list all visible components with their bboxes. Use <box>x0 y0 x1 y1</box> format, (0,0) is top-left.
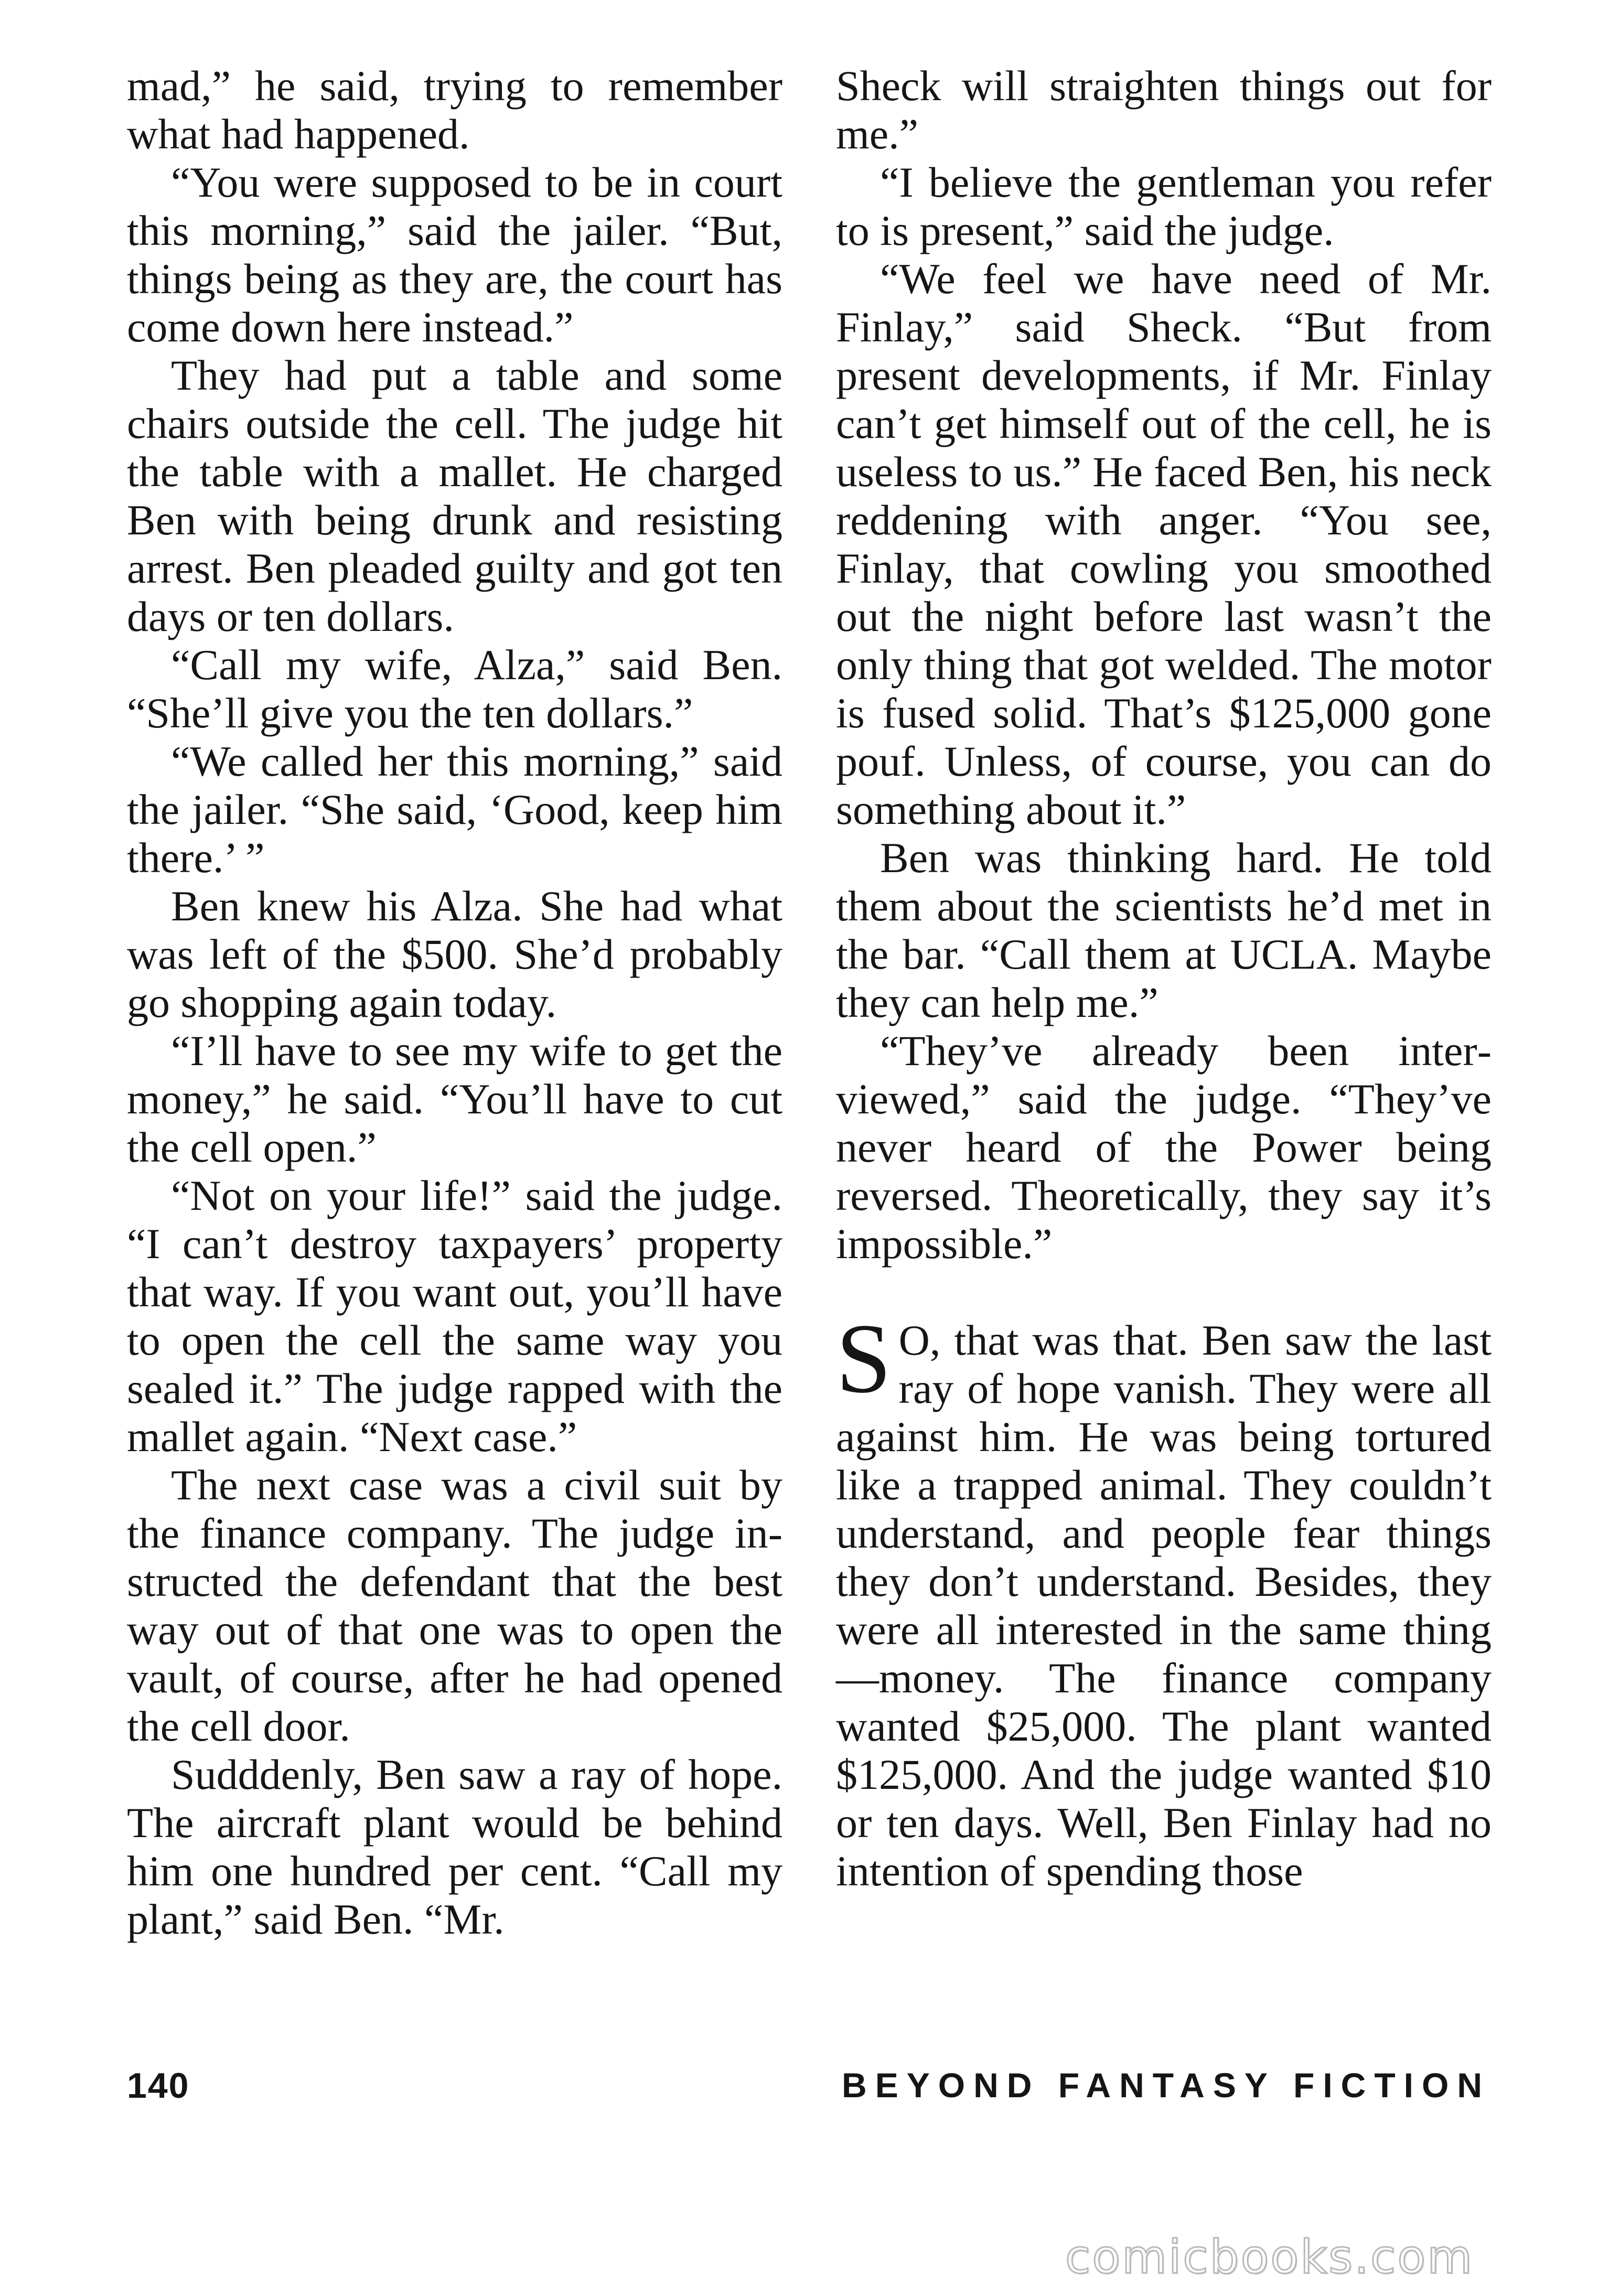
paragraph: mad,” he said, trying to remember what had happened. <box>127 62 782 158</box>
paragraph: “I’ll have to see my wife to get the money,” he said. “You’ll have to cut the cell open.” <box>127 1027 782 1171</box>
running-title: BEYOND FANTASY FICTION <box>842 2066 1490 2105</box>
page-number: 140 <box>127 2066 190 2106</box>
paragraph: “We called her this morning,” said the jailer. “She said, ‘Good, keep him there.’ ” <box>127 737 782 882</box>
paragraph: They had put a table and some chairs outside the cell. The judge hit the table with a mallet. He charged Ben with being drunk and resisting arrest. Ben pleaded guilty and got ten days or ten dollars. <box>127 351 782 640</box>
paragraph: The next case was a civil suit by the finance company. The judge instructed the defendant that the best way out of that one was to open the vault, of course, after he had opened the cell door. <box>127 1461 782 1750</box>
paragraph: “We feel we have need of Mr. Finlay,” said Sheck. “But from present developments, if Mr. Finlay can’t get himself out of the cell, he is useless to us.” He faced Ben, his neck reddening with anger. “You see, Finlay, that cowling you smoothed out the night before last wasn’t the only thing that got welded. The motor is fused solid. That’s $125,000 gone pouf. Unless, of course, you can do something about it.” <box>836 255 1492 833</box>
page-footer <box>127 2065 1490 2118</box>
paragraph: “You were supposed to be in court this morning,” said the jailer. “But, things being as they are, the court has come down here instead.” <box>127 158 782 351</box>
paragraph: “I believe the gentleman you refer to is present,” said the judge. <box>836 158 1492 254</box>
paragraph: Sheck will straighten things out for me.” <box>836 62 1492 158</box>
paragraph: Ben knew his Alza. She had what was left of the $500. She’d probably go shopping again today. <box>127 882 782 1026</box>
paragraph: “They’ve already been interviewed,” said the judge. “They’ve never heard of the Power being reversed. Theoretically, they say it’s impossible.” <box>836 1027 1492 1268</box>
watermark: comicbooks.com <box>1065 2230 1474 2284</box>
drop-cap: S <box>836 1304 892 1414</box>
paragraph: Sudddenly, Ben saw a ray of hope. The aircraft plant would be behind him one hundred per cent. “Call my plant,” said Ben. “Mr. <box>127 1751 782 1943</box>
paragraph: “Call my wife, Alza,” said Ben. “She’ll give you the ten dollars.” <box>127 641 782 737</box>
paragraph: Ben was thinking hard. He told them about the scientists he’d met in the bar. “Call them at UCLA. Maybe they can help me.” <box>836 834 1492 1026</box>
dropcap-paragraph-text: O, that was that. Ben saw the last ray of hope vanish. They were all against him. He was being tortured like a trapped animal. They couldn’t understand, and people fear things they don’t understand. Besides, they were all interested in the same thing—money. The finance company wanted $25,000. The plant wanted $125,000. And the judge wanted $10 or ten days. Well, Ben Finlay had no intention of spending those <box>836 1316 1492 1895</box>
paragraph: “Not on your life!” said the judge. “I can’t destroy taxpayers’ property that way. If you want out, you’ll have to open the cell the same way you sealed it.” The judge rapped with the mallet again. “Next case.” <box>127 1172 782 1461</box>
right-text-column <box>836 62 1492 1895</box>
left-text-column <box>127 62 782 1944</box>
dropcap-paragraph <box>836 1304 1492 1895</box>
